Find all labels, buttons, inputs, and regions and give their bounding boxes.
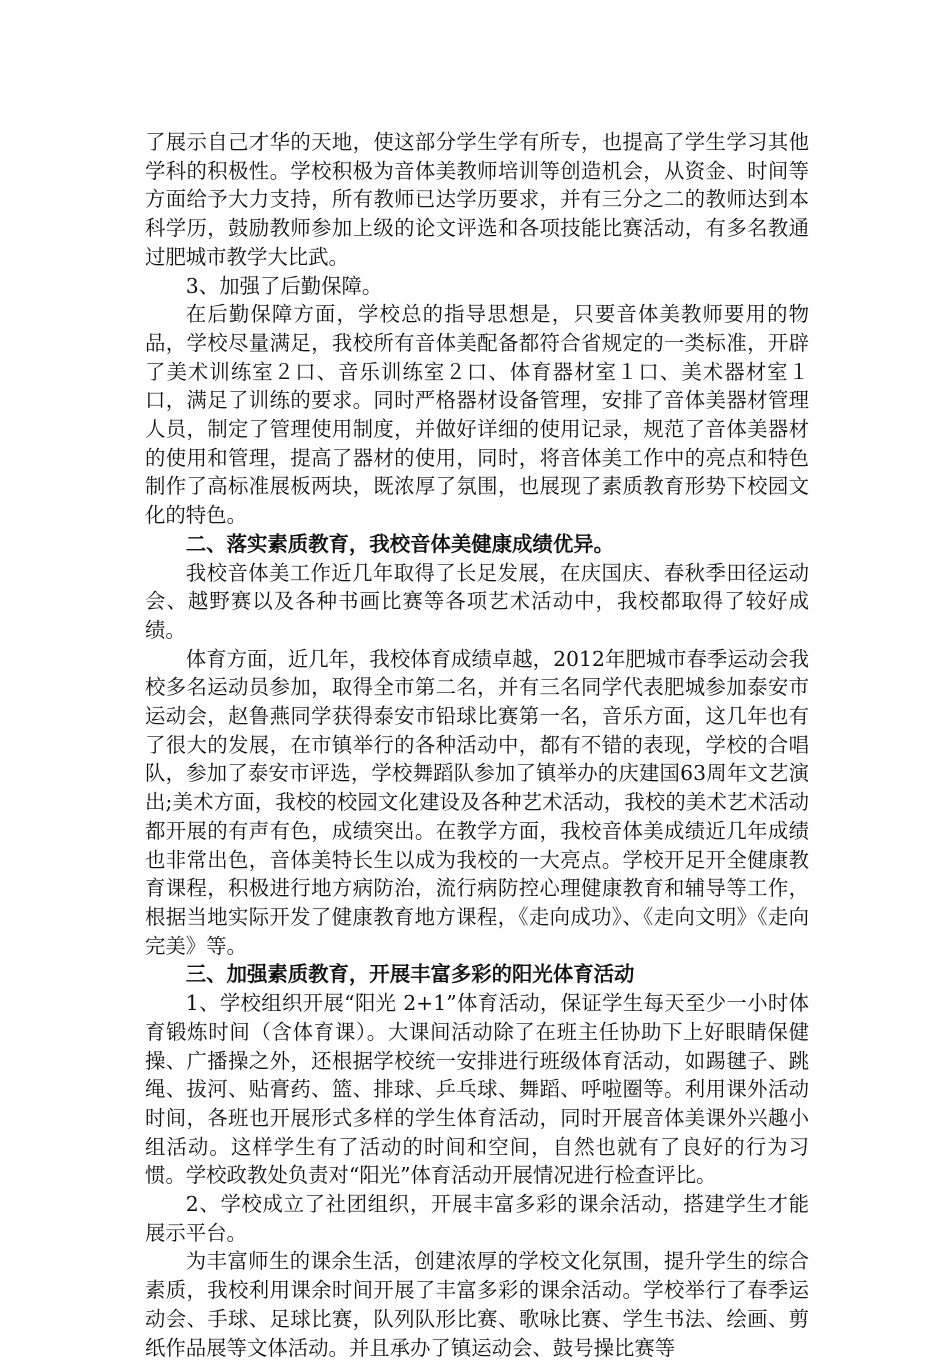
paragraph-logistics: 在后勤保障方面，学校总的指导思想是，只要音体美教师要用的物品，学校尽量满足，我校所有音体美配备都符合省规定的一类标准，开辟了美术训练室２口、音乐训练室２口、体育器材室１口、美术器材室１口，满足了训练的要求。同时严格器材设备管理，安排了音体美器材管理人员，制定了管理使用制度，并做好详细的使用记录，规范了音体美器材的使用和管理，提高了器材的使用，同时，将音体美工作中的亮点和特色制作了高标准展板两块，既浓厚了氛围，也展现了素质教育形势下校园文化的特色。 <box>145 302 809 528</box>
paragraph-sports: 体育方面，近几年，我校体育成绩卓越，2012年肥城市春季运动会我校多名运动员参加，取得全市第二名，并有三名同学代表肥城参加泰安市运动会，赵鲁燕同学获得泰安市铅球比赛第一名，音乐方面，这几年也有了很大的发展，在市镇举行的各种活动中，都有不错的表现，学校的合唱队，参加了泰安市评选，学校舞蹈队参加了镇举办的庆建国63周年文艺演出;美术方面，我校的校园文化建设及各种艺术活动，我校的美术艺术活动都开展的有声有色，成绩突出。在教学方面，我校音体美成绩近几年成绩也非常出色，音体美特长生以成为我校的一大亮点。学校开足开全健康教育课程，积极进行地方病防治，流行病防控心理健康教育和辅导等工作，根据当地实际开发了健康教育地方课程，《走向成功》、《走向文明》《走向完美》等。 <box>145 646 809 958</box>
paragraph-achievements: 我校音体美工作近几年取得了长足发展，在庆国庆、春秋季田径运动会、越野赛以及各种书画比赛等各项艺术活动中，我校都取得了较好成绩。 <box>145 560 809 642</box>
paragraph-sunshine-sports: 1、学校组织开展“阳光 2+1”体育活动，保证学生每天至少一小时体育锻炼时间（含体育课）。大课间活动除了在班主任协助下上好眼睛保健操、广播操之外，还根据学校统一安排进行班级体育活动，如踢毽子、跳绳、拔河、贴膏药、篮、排球、乒乓球、舞蹈、呼啦圈等。利用课外活动时间，各班也开展形式多样的学生体育活动，同时开展音体美课外兴趣小组活动。这样学生有了活动的时间和空间，自然也就有了良好的行为习惯。学校政教处负责对“阳光”体育活动开展情况进行检查评比。 <box>145 991 809 1188</box>
paragraph-activities: 为丰富师生的课余生活，创建浓厚的学校文化氛围，提升学生的综合素质，我校利用课余时间开展了丰富多彩的课余活动。学校举行了春季运动会、手球、足球比赛，队列队形比赛、歌咏比赛、学生书法、绘画、剪纸作品展等文体活动。并且承办了镇运动会、鼓号操比赛等 <box>145 1249 809 1360</box>
paragraph-clubs: 2、学校成立了社团组织，开展丰富多彩的课余活动，搭建学生才能展示平台。 <box>145 1192 809 1245</box>
document-page <box>145 128 809 1362</box>
subheading-logistics: 3、加强了后勤保障。 <box>185 273 383 298</box>
paragraph-teacher-training: 了展示自己才华的天地，使这部分学生学有所专，也提高了学生学习其他学科的积极性。学校积极为音体美教师培训等创造机会，从资金、时间等方面给予大力支持，所有教师已达学历要求，并有三分之二的教师达到本科学历，鼓励教师参加上级的论文评选和各项技能比赛活动，有多名教通过肥城市教学大比武。 <box>145 130 809 269</box>
section-heading-3: 三、加强素质教育，开展丰富多彩的阳光体育活动 <box>185 962 635 987</box>
section-heading-2: 二、落实素质教育，我校音体美健康成绩优异。 <box>185 531 614 556</box>
